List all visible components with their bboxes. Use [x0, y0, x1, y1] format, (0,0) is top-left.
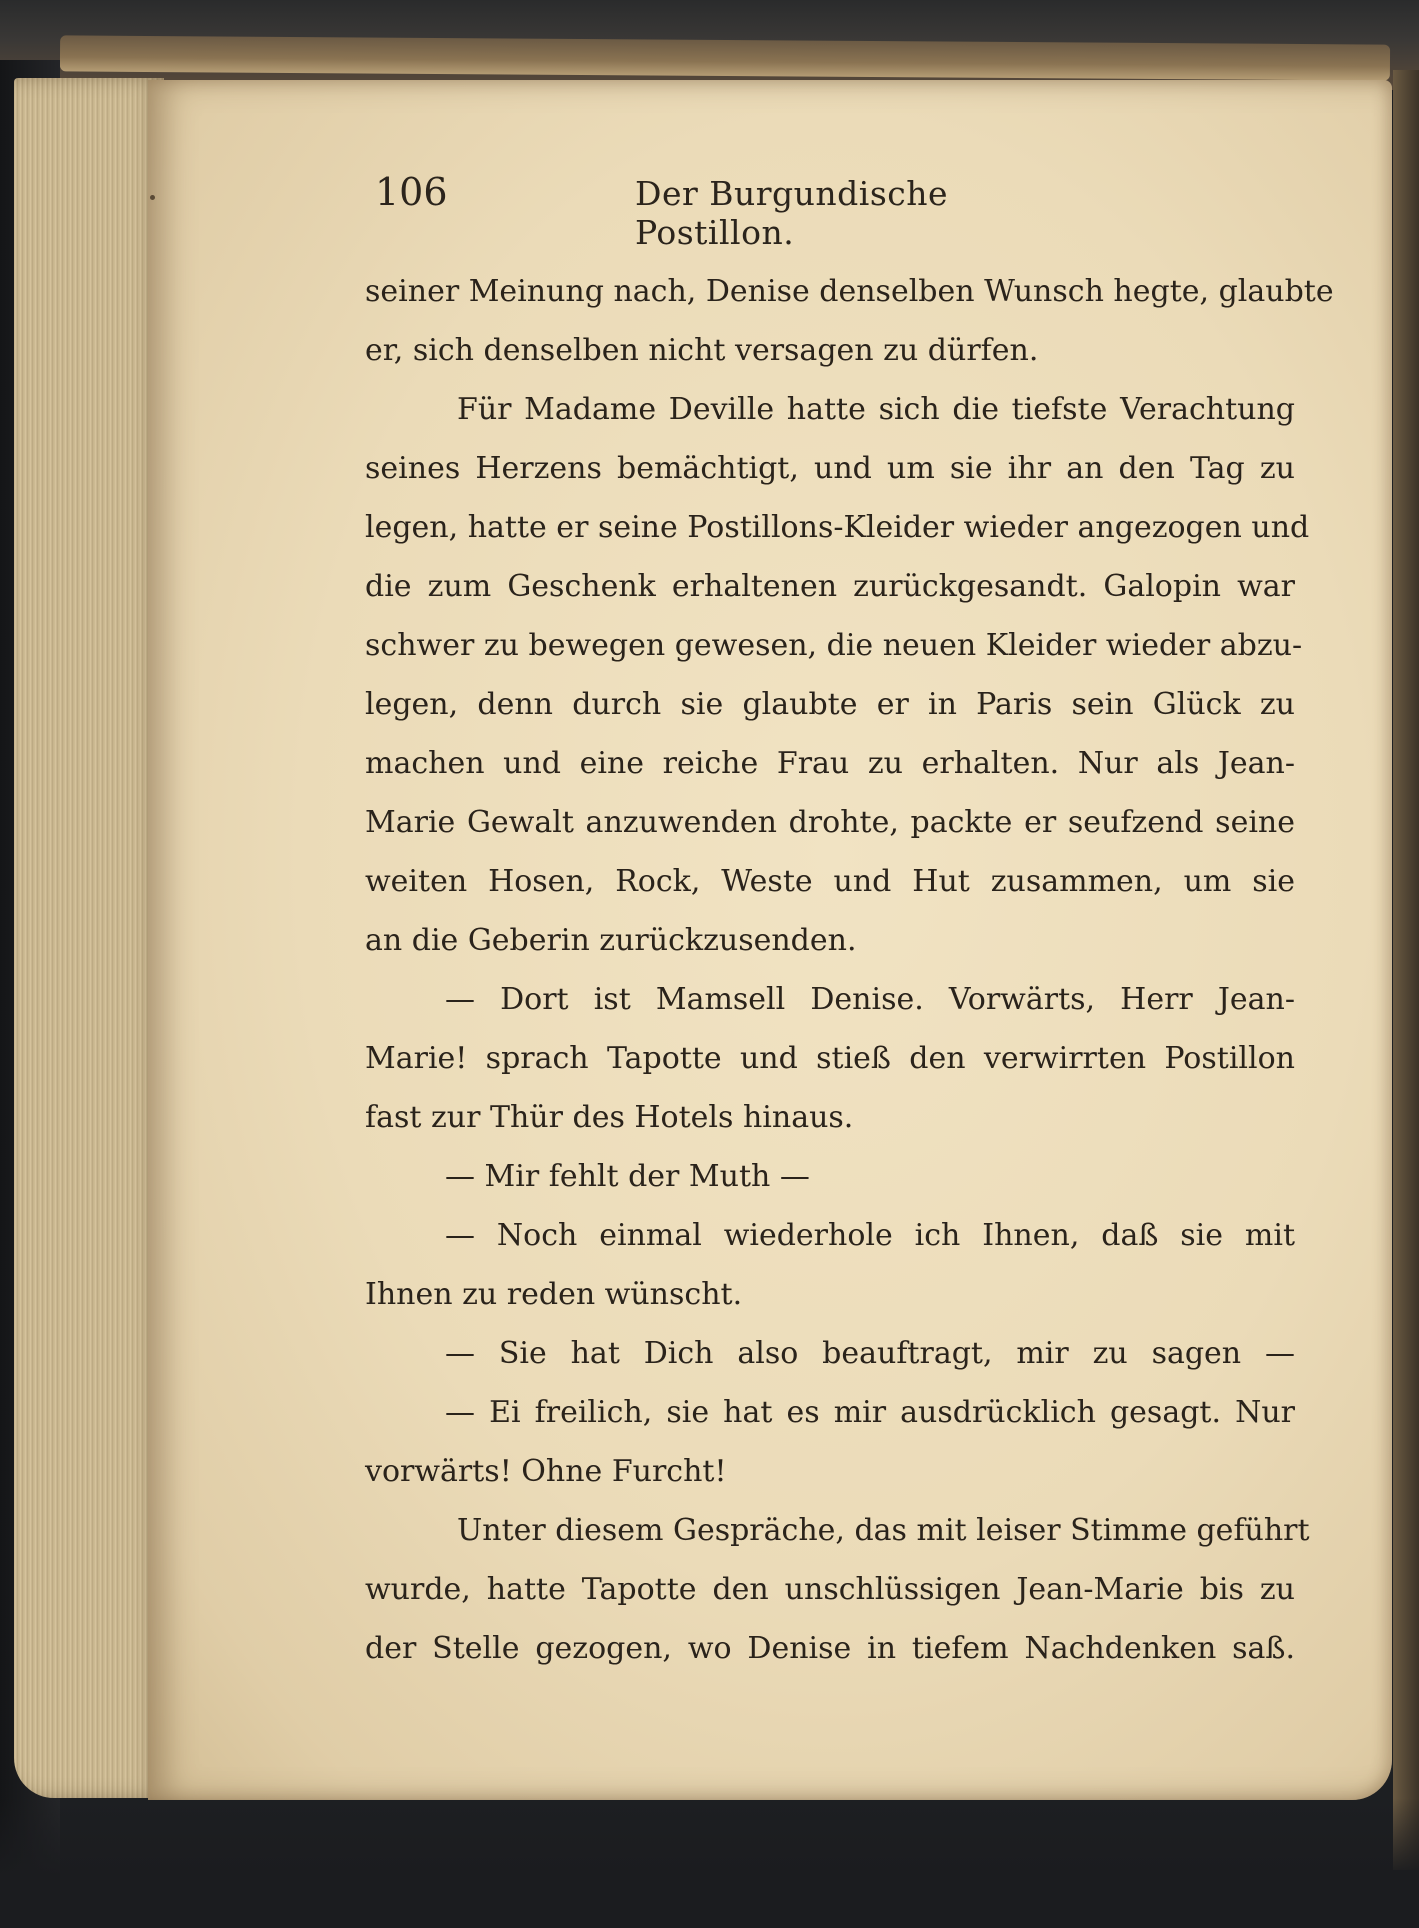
body-text	[365, 262, 1334, 1678]
text-line: fast zur Thür des Hotels hinaus.	[365, 1100, 854, 1135]
text-line: — Sie hat Dich also beauftragt, mir zu sagen —	[445, 1336, 1295, 1371]
running-title: Der Burgundische Postillon.	[635, 174, 949, 252]
text-line: vorwärts! Ohne Furcht!	[365, 1454, 727, 1489]
text-line: — Ei freilich, sie hat es mir ausdrücklich gesagt. Nur	[445, 1395, 1295, 1430]
text-line: Marie Gewalt anzuwenden drohte, packte er seufzend seine	[365, 805, 1295, 840]
page-stack-edges	[14, 78, 164, 1798]
page-header	[375, 170, 1055, 252]
text-line: legen, hatte er seine Postillons-Kleider wieder angezogen und	[365, 510, 1310, 545]
text-line: seines Herzens bemächtigt, und um sie ihr an den Tag zu	[365, 451, 1295, 486]
text-line: legen, denn durch sie glaubte er in Paris sein Glück zu	[365, 687, 1295, 722]
text-line: Unter diesem Gespräche, das mit leiser Stimme geführt	[457, 1513, 1310, 1548]
text-line: schwer zu bewegen gewesen, die neuen Kleider wieder abzu-	[365, 628, 1303, 663]
text-line: seiner Meinung nach, Denise denselben Wunsch hegte, glaubte	[365, 274, 1334, 309]
text-line: er, sich denselben nicht versagen zu dürfen.	[365, 333, 1039, 368]
scan-bottom-shadow	[0, 1798, 1419, 1928]
text-line: Für Madame Deville hatte sich die tiefste Verachtung	[457, 392, 1295, 427]
text-line: weiten Hosen, Rock, Weste und Hut zusammen, um sie	[365, 864, 1295, 899]
text-line: Marie! sprach Tapotte und stieß den verwirrten Postillon	[365, 1041, 1295, 1076]
text-line: wurde, hatte Tapotte den unschlüssigen Jean-Marie bis zu	[365, 1572, 1295, 1607]
text-line: an die Geberin zurückzusenden.	[365, 923, 857, 958]
text-line: die zum Geschenk erhaltenen zurückgesandt. Galopin war	[365, 569, 1295, 604]
text-line: — Mir fehlt der Muth —	[445, 1159, 810, 1194]
text-line: machen und eine reiche Frau zu erhalten. Nur als Jean-	[365, 746, 1295, 781]
text-line: Ihnen zu reden wünscht.	[365, 1277, 743, 1312]
text-line: der Stelle gezogen, wo Denise in tiefem Nachdenken saß.	[365, 1631, 1295, 1666]
page-number: 106	[375, 170, 448, 214]
facing-page-edge	[1393, 70, 1419, 1870]
text-line: — Noch einmal wiederhole ich Ihnen, daß sie mit	[445, 1218, 1295, 1253]
text-line: — Dort ist Mamsell Denise. Vorwärts, Herr Jean-	[445, 982, 1295, 1017]
ink-speck	[150, 195, 155, 200]
